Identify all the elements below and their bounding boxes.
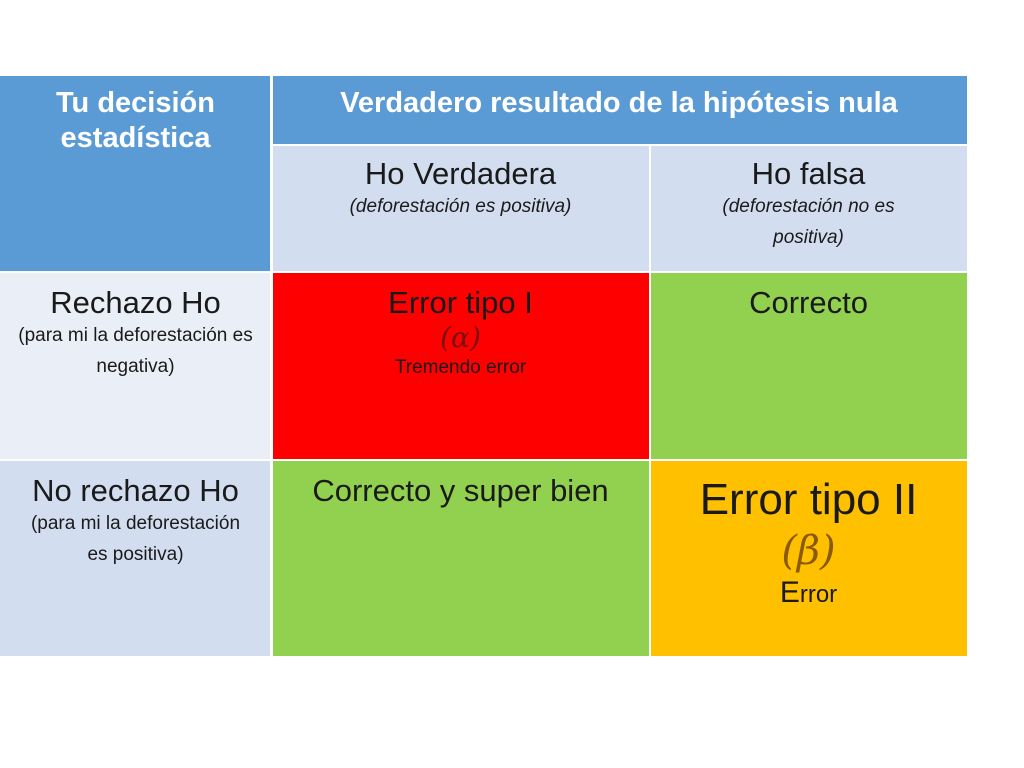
cell-type-one-error-note: Tremendo error	[394, 356, 527, 378]
grid-line-h3	[0, 459, 967, 461]
cell-correct-reject-label: Correcto	[749, 285, 868, 320]
beta-symbol: (β)	[781, 527, 836, 574]
cell-correct-no-reject-label: Correcto y super bien	[312, 473, 609, 508]
grid-line-h1	[271, 144, 967, 146]
grid-line-v1	[270, 76, 273, 656]
cell-type-two-error	[650, 460, 967, 656]
cell-type-one-error	[271, 272, 650, 460]
column-header-ho-true-label: Ho Verdadera	[364, 156, 557, 191]
cell-type-two-error-note-first: E	[779, 575, 800, 609]
grid-line-v2	[649, 145, 651, 656]
row-header-reject-label: Rechazo Ho	[50, 285, 221, 320]
row-header-reject-note: (para mi la deforestación es negativa)	[18, 325, 253, 377]
cell-type-two-error-note	[780, 575, 837, 611]
cell-correct-reject	[650, 272, 967, 460]
column-header-ho-true	[271, 145, 650, 272]
truth-header	[271, 76, 967, 145]
alpha-symbol: (α)	[440, 321, 481, 355]
column-header-ho-false-label: Ho falsa	[751, 156, 866, 191]
column-header-ho-false-note: (deforestación no es positiva)	[722, 196, 895, 248]
row-header-no-reject-label: No rechazo Ho	[32, 473, 239, 508]
cell-correct-no-reject	[271, 460, 650, 656]
row-header-no-reject-note: (para mi la deforestación es positiva)	[30, 513, 241, 565]
cell-type-one-error-label: Error tipo I	[388, 285, 533, 320]
grid-line-h2	[0, 271, 967, 273]
row-header-no-reject	[0, 460, 271, 656]
column-header-ho-false	[650, 145, 967, 272]
cell-type-two-error-label: Error tipo II	[699, 475, 918, 524]
truth-header-title: Verdadero resultado de la hipótesis nula	[340, 87, 898, 119]
row-header-reject	[0, 272, 271, 460]
cell-type-two-error-note-rest: rror	[799, 580, 838, 608]
decision-header-title: Tu decisión estadística	[56, 87, 215, 154]
decision-header	[0, 76, 271, 272]
column-header-ho-true-note: (deforestación es positiva)	[349, 196, 572, 218]
